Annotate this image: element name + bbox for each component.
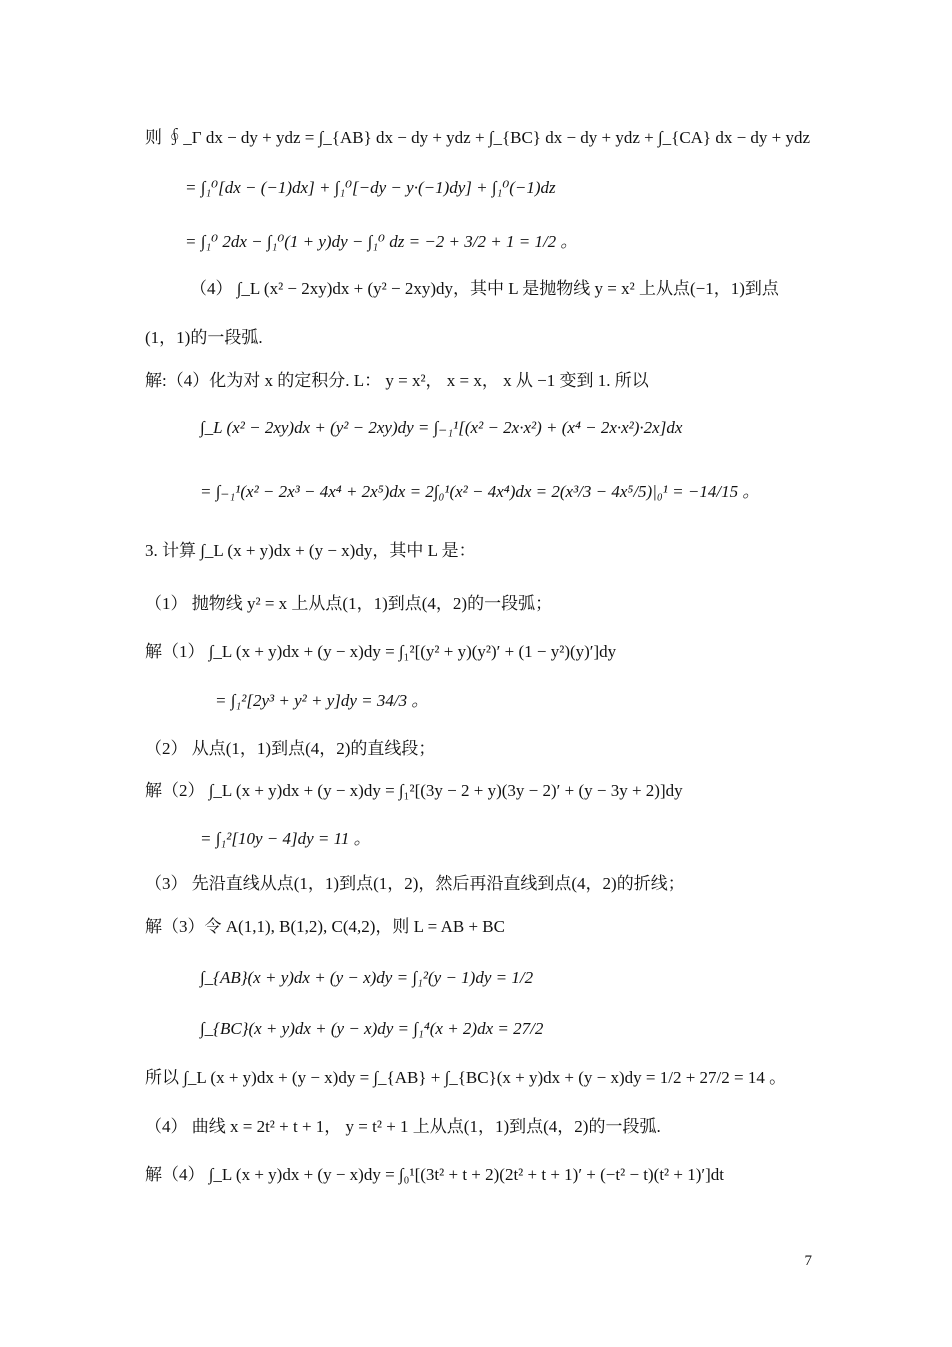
text-line-13: （2） 从点(1，1)到点(4，2)的直线段；: [145, 739, 436, 758]
equation-line-18: ∫_{AB}(x + y)dx + (y − x)dy = ∫₁²(y − 1)dy = 1/2: [200, 968, 534, 987]
text-line-20: 所以 ∫_L (x + y)dx + (y − x)dy = ∫_{AB} + ∫_{BC}(x + y)dx + (y − x)dy = 1/2 + 27/2 = 14 。: [145, 1068, 787, 1087]
text-line-21: （4） 曲线 x = 2t² + t + 1， y = t² + 1 上从点(1，1)到点(4，2)的一段弧.: [145, 1117, 661, 1136]
equation-line-2: = ∫₁⁰[dx − (−1)dx] + ∫₁⁰[−dy − y·(−1)dy] + ∫₁⁰(−1)dz: [185, 178, 556, 197]
equation-line-15: = ∫₁²[10y − 4]dy = 11 。: [200, 829, 371, 848]
text-line-6: 解:（4）化为对 x 的定积分. L： y = x²， x = x， x 从 −1 变到 1. 所以: [145, 371, 649, 390]
text-line-5: (1，1)的一段弧.: [145, 328, 263, 347]
text-line-14: 解（2） ∫_L (x + y)dx + (y − x)dy = ∫₁²[(3y − 2 + y)(3y − 2)′ + (y − 3y + 2)]dy: [145, 781, 683, 800]
text-line-10: （1） 抛物线 y² = x 上从点(1，1)到点(4，2)的一段弧；: [145, 594, 553, 613]
equation-line-12: = ∫₁²[2y³ + y² + y]dy = 34/3 。: [215, 691, 429, 710]
text-line-22: 解（4） ∫_L (x + y)dx + (y − x)dy = ∫₀¹[(3t² + t + 2)(2t² + t + 1)′ + (−t² − t)(t² + 1)′]dt: [145, 1165, 725, 1184]
text-line-9: 3. 计算 ∫_L (x + y)dx + (y − x)dy，其中 L 是：: [145, 541, 476, 560]
page-number: 7: [804, 1253, 812, 1269]
equation-line-8: = ∫₋₁¹(x² − 2x³ − 4x⁴ + 2x⁵)dx = 2∫₀¹(x² − 4x⁴)dx = 2(x³/3 − 4x⁵/5)|₀¹ = −14/15 。: [200, 482, 760, 501]
equation-line-3: = ∫₁⁰ 2dx − ∫₁⁰(1 + y)dy − ∫₁⁰ dz = −2 + 3/2 + 1 = 1/2 。: [185, 232, 578, 251]
text-line-11: 解（1） ∫_L (x + y)dx + (y − x)dy = ∫₁²[(y² + y)(y²)′ + (1 − y²)(y)′]dy: [145, 642, 617, 661]
equation-line-7: ∫_L (x² − 2xy)dx + (y² − 2xy)dy = ∫₋₁¹[(x² − 2x·x²) + (x⁴ − 2x·x²)·2x]dx: [200, 418, 683, 437]
text-line-16: （3） 先沿直线从点(1，1)到点(1，2)，然后再沿直线到点(4，2)的折线；: [145, 874, 685, 893]
text-line-1: 则 ∮_Γ dx − dy + ydz = ∫_{AB} dx − dy + ydz + ∫_{BC} dx − dy + ydz + ∫_{CA} dx − dy + ydz: [145, 128, 811, 147]
text-line-17: 解（3）令 A(1,1), B(1,2), C(4,2)，则 L = AB + BC: [145, 917, 505, 936]
equation-line-19: ∫_{BC}(x + y)dx + (y − x)dy = ∫₁⁴(x + 2)dx = 27/2: [200, 1019, 544, 1038]
text-line-4: （4） ∫_L (x² − 2xy)dx + (y² − 2xy)dy，其中 L 是抛物线 y = x² 上从点(−1，1)到点: [190, 279, 779, 298]
